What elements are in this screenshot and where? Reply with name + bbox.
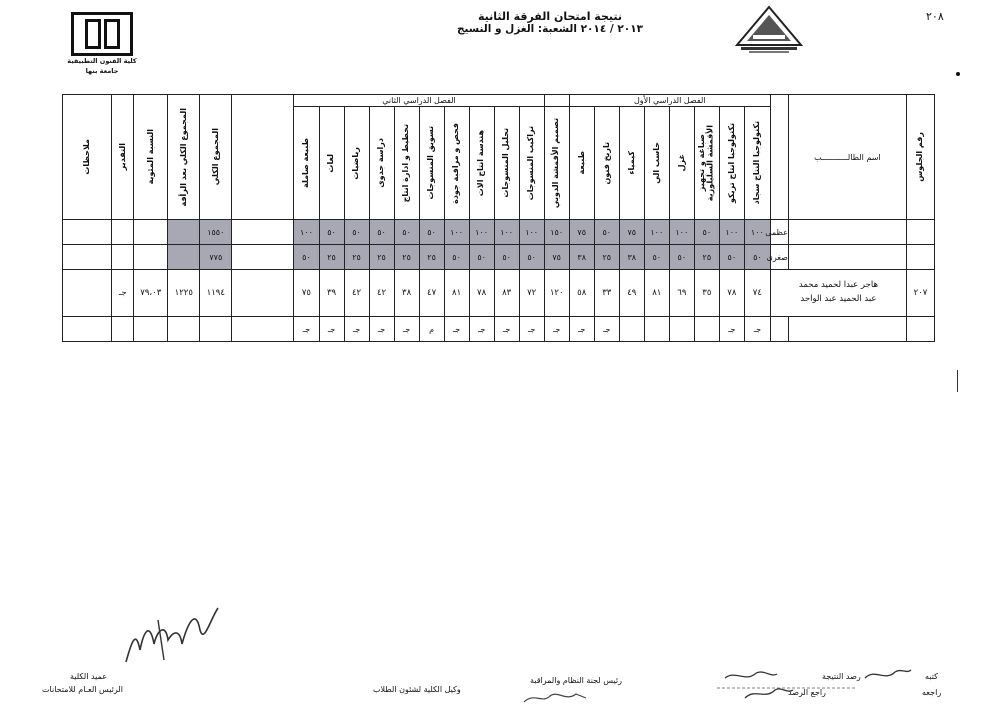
header-subject: صباغة و تجهيز الأقمشة السليلوزية bbox=[694, 107, 719, 220]
reviewer-label: راجعه bbox=[922, 688, 942, 697]
max-mark: ١٠٠ bbox=[519, 220, 544, 245]
header-grade: التقدير bbox=[112, 95, 134, 220]
page-number: ٢٠٨ bbox=[926, 10, 944, 23]
title-line-1: نتيجة امتحان الفرقة الثانية bbox=[477, 10, 623, 23]
student-row bbox=[63, 270, 935, 317]
header-notes: ملاحظات bbox=[63, 95, 112, 220]
student-mark: ٦٩ bbox=[669, 270, 694, 317]
student-percentage: ٧٩،٠٣ bbox=[134, 270, 168, 317]
min-mark: ٥٠ bbox=[669, 245, 694, 270]
header-subject: تراكيب المنسوجات bbox=[519, 107, 544, 220]
logo-mark-icon bbox=[71, 12, 133, 56]
max-mark: ١٠٠ bbox=[494, 220, 519, 245]
student-mark: ٣٥ bbox=[694, 270, 719, 317]
min-mark: ٥٠ bbox=[644, 245, 669, 270]
committee-head-label: رئيس لجنة النظام والمراقبة bbox=[530, 676, 622, 685]
header-subject: لغات bbox=[319, 107, 344, 220]
subject-grade bbox=[644, 317, 669, 342]
max-label: عظمى bbox=[770, 220, 788, 245]
subject-grade: جـ bbox=[344, 317, 369, 342]
student-mark: ٨١ bbox=[644, 270, 669, 317]
min-mark: ٢٥ bbox=[319, 245, 344, 270]
header-subject: فحص و مراقبة جودة bbox=[444, 107, 469, 220]
min-mark: ٥٠ bbox=[719, 245, 744, 270]
header-subject: تكنولوجيا انتاج تريكو bbox=[719, 107, 744, 220]
student-mark: ٤٧ bbox=[419, 270, 444, 317]
clerks-signature-icon bbox=[715, 660, 945, 706]
results-table bbox=[62, 94, 935, 342]
subject-grade: جـ bbox=[319, 317, 344, 342]
min-mark: ٢٥ bbox=[344, 245, 369, 270]
max-mark: ٧٥ bbox=[569, 220, 594, 245]
student-mark: ١٢٠ bbox=[544, 270, 569, 317]
student-mark: ٧٢ bbox=[519, 270, 544, 317]
subject-grade: جـ bbox=[469, 317, 494, 342]
header-subject: رياضيات bbox=[344, 107, 369, 220]
min-total: ٧٧٥ bbox=[200, 245, 232, 270]
writer-label: كتبه bbox=[925, 672, 938, 681]
header-subject: طبيعة bbox=[569, 107, 594, 220]
header-percentage: النسبة المئوية bbox=[134, 95, 168, 220]
student-mark: ٤٢ bbox=[344, 270, 369, 317]
min-mark: ٧٥ bbox=[544, 245, 569, 270]
student-mark: ٣٩ bbox=[319, 270, 344, 317]
min-label: صغرى bbox=[770, 245, 788, 270]
student-mark: ٨٣ bbox=[494, 270, 519, 317]
student-mark: ٧٥ bbox=[294, 270, 319, 317]
subject-grades-row bbox=[63, 317, 935, 342]
header-design-subject: تصميم الأقمشة الدوبي bbox=[544, 107, 569, 220]
max-mark: ٥٠ bbox=[594, 220, 619, 245]
faculty-logo bbox=[62, 12, 142, 76]
min-mark: ٥٠ bbox=[494, 245, 519, 270]
subject-grade: جـ bbox=[294, 317, 319, 342]
max-total: ١٥٥٠ bbox=[200, 220, 232, 245]
student-mark: ٥٨ bbox=[569, 270, 594, 317]
student-name bbox=[770, 270, 906, 317]
student-notes bbox=[63, 270, 112, 317]
header-subject: دراسة جدوى bbox=[369, 107, 394, 220]
header-design-top bbox=[544, 95, 569, 107]
min-mark: ٣٨ bbox=[619, 245, 644, 270]
student-mark: ٤٩ bbox=[619, 270, 644, 317]
header-term2-group: الفصل الدراسي الثاني bbox=[294, 95, 544, 107]
student-total: ١١٩٤ bbox=[200, 270, 232, 317]
student-grade: جـ bbox=[112, 270, 134, 317]
student-mark: ٨١ bbox=[444, 270, 469, 317]
subject-grade: جـ bbox=[494, 317, 519, 342]
min-marks-row bbox=[63, 245, 935, 270]
dean-signature-icon bbox=[118, 600, 238, 670]
max-mark: ١٠٠ bbox=[669, 220, 694, 245]
subject-grade: جـ bbox=[544, 317, 569, 342]
header-blank-column bbox=[232, 95, 294, 220]
min-mark: ٢٥ bbox=[419, 245, 444, 270]
header-subject: تسويق المنسوجات bbox=[419, 107, 444, 220]
student-total-after-leniency: ١٢٢٥ bbox=[168, 270, 200, 317]
dean-label: عميد الكلية bbox=[70, 672, 107, 681]
student-mark: ٧٤ bbox=[744, 270, 770, 317]
max-mark: ٥٠ bbox=[369, 220, 394, 245]
header-subject: كيمياء bbox=[619, 107, 644, 220]
subject-grade: جـ bbox=[719, 317, 744, 342]
vice-dean-label: وكيل الكلية لشئون الطلاب bbox=[373, 685, 461, 694]
student-seat-number: ٢٠٧ bbox=[906, 270, 934, 317]
max-mark: ١٠٠ bbox=[469, 220, 494, 245]
subject-grade: جـ bbox=[594, 317, 619, 342]
header-student-name: اسم الطالـــــــــــب bbox=[788, 95, 906, 220]
max-mark: ١٠٠ bbox=[744, 220, 770, 245]
max-mark: ٥٠ bbox=[319, 220, 344, 245]
header-subject: حاسب الي bbox=[644, 107, 669, 220]
margin-line bbox=[957, 370, 958, 392]
header-subject: هندسة انتاج الات bbox=[469, 107, 494, 220]
header-subject: تحليل المنسوجات bbox=[494, 107, 519, 220]
header-subject: طبيعة صاملة bbox=[294, 107, 319, 220]
min-mark: ٥٠ bbox=[744, 245, 770, 270]
max-mark: ٥٠ bbox=[344, 220, 369, 245]
university-emblem-icon bbox=[735, 5, 803, 55]
subject-grade: جـ bbox=[569, 317, 594, 342]
review-recorder-label: راجع الرصد bbox=[788, 688, 826, 697]
student-name-line-1: هاجر عبدا لحميد محمد bbox=[798, 280, 878, 291]
logo-caption-1: كلية الفنون التطبيقية bbox=[67, 57, 137, 65]
min-mark: ٥٠ bbox=[519, 245, 544, 270]
subject-grade bbox=[619, 317, 644, 342]
student-mark: ٣٣ bbox=[594, 270, 619, 317]
min-mark: ٢٥ bbox=[369, 245, 394, 270]
max-mark: ٧٥ bbox=[619, 220, 644, 245]
student-mark: ٣٨ bbox=[394, 270, 419, 317]
max-mark: ٥٠ bbox=[419, 220, 444, 245]
document-title bbox=[380, 10, 720, 36]
max-mark: ١٥٠ bbox=[544, 220, 569, 245]
header-subject: غزل bbox=[669, 107, 694, 220]
subject-grade bbox=[694, 317, 719, 342]
subject-grade: جـ bbox=[369, 317, 394, 342]
logo-caption-2: جامعة بنها bbox=[85, 66, 119, 75]
max-mark: ٥٠ bbox=[694, 220, 719, 245]
max-mark: ١٠٠ bbox=[294, 220, 319, 245]
min-mark: ٥٠ bbox=[294, 245, 319, 270]
subject-grade bbox=[669, 317, 694, 342]
title-line-2: ٢٠١٣ / ٢٠١٤ الشعبة: الغزل و النسيج bbox=[456, 23, 644, 36]
student-mark: ٤٢ bbox=[369, 270, 394, 317]
student-name-line-2: عبد الحميد عبد الواحد bbox=[800, 294, 877, 304]
header-subject: تكنولوجيا النتاج سجاد bbox=[744, 107, 770, 220]
header-seat-number: رقم الجلوس bbox=[906, 95, 934, 220]
max-mark: ٥٠ bbox=[394, 220, 419, 245]
header-term1-group: الفصل الدراسي الأول bbox=[569, 95, 770, 107]
header-subject: تاريخ فنون bbox=[594, 107, 619, 220]
max-mark: ١٠٠ bbox=[444, 220, 469, 245]
subject-grade: جـ bbox=[744, 317, 770, 342]
header-total: المجموع الكلي bbox=[200, 95, 232, 220]
subject-grade: م bbox=[419, 317, 444, 342]
min-mark: ٢٥ bbox=[594, 245, 619, 270]
min-mark: ٥٠ bbox=[444, 245, 469, 270]
header-total-after-leniency: المجموع الكلي بعد الرأفة bbox=[168, 95, 200, 220]
min-mark: ٣٨ bbox=[569, 245, 594, 270]
subject-grade: جـ bbox=[394, 317, 419, 342]
min-mark: ٢٥ bbox=[694, 245, 719, 270]
max-mark: ١٠٠ bbox=[719, 220, 744, 245]
min-mark: ٢٥ bbox=[394, 245, 419, 270]
header-subject: تخطيط و ادارة انتاج bbox=[394, 107, 419, 220]
max-marks-row bbox=[63, 220, 935, 245]
subject-grade: جـ bbox=[519, 317, 544, 342]
subject-grade: جـ bbox=[444, 317, 469, 342]
student-mark: ٧٨ bbox=[469, 270, 494, 317]
student-mark: ٧٨ bbox=[719, 270, 744, 317]
exams-head-label: الرئيس العـام للامتحانات bbox=[42, 685, 123, 694]
result-recorder-label: رصد النتيجة bbox=[822, 672, 861, 681]
committee-signature-icon bbox=[520, 688, 590, 706]
min-mark: ٥٠ bbox=[469, 245, 494, 270]
max-mark: ١٠٠ bbox=[644, 220, 669, 245]
scan-dot bbox=[956, 72, 960, 76]
header-label-spacer bbox=[770, 95, 788, 220]
